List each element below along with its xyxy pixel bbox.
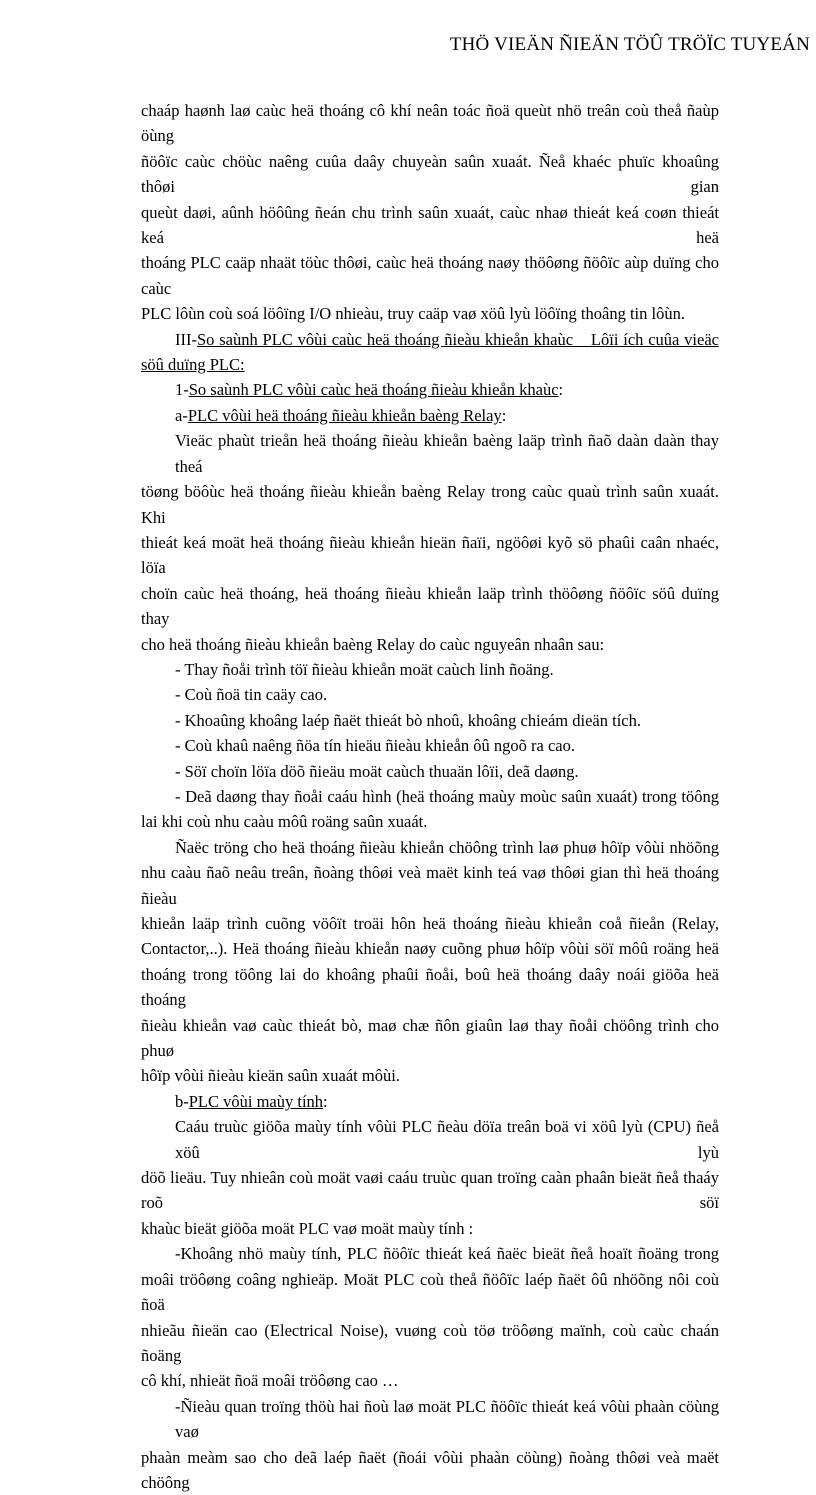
paragraph-hardware-software: [141, 1394, 719, 1495]
text-line: döõ lieäu. Tuy nhieân coù moät vaøi caáu truùc quan troïng caàn phaân bieät ñeå thaáy roõ söï: [141, 1168, 719, 1213]
text-line: Caáu truùc giöõa maùy tính vôùi PLC ñeàu döïa treân boä vi xöû lyù (CPU) ñeå xöû lyù: [175, 1117, 719, 1162]
list-item: - Coù ñoä tin caäy cao.: [175, 685, 328, 705]
text-line: Vieäc phaùt trieån heä thoáng ñieàu khieån baèng laäp trình ñaõ daàn daàn thay theá: [175, 431, 719, 476]
text-line: choïn caùc heä thoáng, heä thoáng ñieàu khieån laäp trình thöôøng ñöôïc söû duïng thay: [141, 583, 719, 629]
text-line: hôïp vôùi ñieàu kieän saûn xuaát môùi.: [141, 1066, 400, 1086]
paragraph-computer-comparison: [141, 1114, 719, 1241]
text-line: thoáng trong töông lai do khoâng phaûi ñoåi, boû heä thoáng daây noái giöõa heä thoáng: [141, 964, 719, 1010]
text-line: thoáng PLC caäp nhaät töùc thôøi, caùc heä thoáng naøy thöôøng ñöôïc aùp duïng cho caùc: [141, 253, 719, 298]
paragraph-advantages: [141, 835, 719, 1089]
page-header: THÖ VIEÄN ÑIEÄN TÖÛ TRÖÏC TUYEÁN: [449, 34, 810, 55]
section-3-heading: [141, 327, 719, 378]
text-line: ñöôïc caùc chöùc naêng cuûa daây chuyeàn saûn xuaát. Ñeå khaéc phuïc khoaûng thôøi gian: [141, 151, 719, 197]
text-line: ñieàu khieån vaø caùc thieát bò, maø chæ ñôn giaûn laø thay ñoåi chöông trình cho phuø: [141, 1015, 719, 1061]
paragraph-scan-cycle: [141, 98, 719, 327]
text-line: khaùc bieät giöõa moät PLC vaø moät maùy tính :: [141, 1218, 474, 1238]
heading-line: III-So saùnh PLC vôùi caùc heä thoáng ñieàu khieån khaùc _ Lôïi ích cuûa vieäc: [175, 329, 719, 349]
text-line: cô khí, nhieät ñoä moâi tröôøng cao …: [141, 1371, 399, 1391]
subsection-a-heading: a-PLC vôùi heä thoáng ñieàu khieån baèng Relay:: [175, 405, 507, 425]
text-line: Contactor,..). Heä thoáng ñieàu khieån naøy cuõng phuø hôïp vôùi söï môû roäng heä: [141, 939, 719, 959]
text-line: -Khoâng nhö maùy tính, PLC ñöôïc thieát keá ñaëc bieät ñeå hoaït ñoäng trong: [175, 1244, 719, 1264]
text-line: Ñaëc tröng cho heä thoáng ñieàu khieån chöông trình laø phuø hôïp vôùi nhöõng: [175, 837, 719, 857]
text-line: thieát keá moät heä thoáng ñieàu khieån hieän ñaïi, ngöôøi kyõ sö phaûi caân nhaéc, löïa: [141, 532, 719, 578]
text-line: moâi tröôøng coâng nghieäp. Moät PLC coù theå ñöôïc laép ñaët ôû nhöõng nôi coù ñoä: [141, 1269, 719, 1315]
text-line: khieån laäp trình cuõng vöôït troäi hôn heä thoáng ñieàu khieån coå ñieån (Relay,: [141, 914, 719, 933]
subsection-b-heading: b-PLC vôùi maùy tính:: [175, 1091, 328, 1111]
document-body: [141, 98, 719, 1495]
text-line: phaàn meàm sao cho deã laép ñaët (ñoái vôùi phaàn cöùng) ñoàng thôøi veà maët chöông: [141, 1447, 719, 1492]
section-3-title: So saùnh PLC vôùi caùc heä thoáng ñieàu khieån khaùc _ Lôïi ích cuûa vieäc: [196, 329, 719, 349]
list-item: - Coù khaû naêng ñöa tín hieäu ñieàu khieån ôû ngoõ ra cao.: [175, 736, 575, 756]
text-line: queùt daøi, aûnh höôûng ñeán chu trình saûn xuaát, caùc nhaø thieát keá coøn thieát keá heä: [141, 202, 719, 248]
list-item-cont: lai khi coù nhu caàu môû roäng saûn xuaát.: [141, 812, 428, 832]
text-line: nhu caàu ñaõ neâu treân, ñoàng thôøi veà maët kinh teá vaø thôøi gian thì heä thoáng ñieàu: [141, 863, 719, 908]
text-line: nhieãu ñieän cao (Electrical Noise), vuøng coù töø tröôøng maïnh, coù caùc chaán ñoäng: [141, 1320, 719, 1365]
heading-line: [141, 352, 719, 377]
list-item: - Thay ñoåi trình töï ñieàu khieån moät caùch linh ñoäng.: [175, 659, 554, 679]
paragraph-relay-comparison: [141, 428, 719, 657]
text-line: chaáp haønh laø caùc heä thoáng cô khí neân toác ñoä queùt nhö treân coù theå ñaùp öùng: [141, 101, 719, 146]
text-line: PLC lôùn coù soá löôïng I/O nhieàu, truy caäp vaø xöû lyù löôïng thoâng tin lôùn.: [141, 304, 685, 324]
reasons-list: [141, 657, 719, 835]
paragraph-industrial-env: [141, 1241, 719, 1393]
section-3-title-cont: söû duïng PLC:: [141, 355, 245, 375]
text-line: cho heä thoáng ñieàu khieån baèng Relay do caùc nguyeân nhaân sau:: [141, 634, 605, 654]
list-item: - Söï choïn löïa döõ ñieäu moät caùch thuaän lôïi, deã daøng.: [175, 761, 579, 781]
list-item: - Deã daøng thay ñoåi caáu hình (heä thoáng maùy moùc saûn xuaát) trong töông: [175, 786, 719, 806]
subsection-1-heading: 1-So saùnh PLC vôùi caùc heä thoáng ñieàu khieån khaùc:: [175, 380, 564, 400]
text-line: töøng böôùc heä thoáng ñieàu khieån baèng Relay trong caùc quaù trình saûn xuaát. Khi: [141, 482, 719, 527]
list-item: - Khoaûng khoâng laép ñaët thieát bò nhoû, khoâng chieám dieän tích.: [175, 710, 641, 730]
text-line: -Ñieàu quan troïng thöù hai ñoù laø moät PLC ñöôïc thieát keá vôùi phaàn cöùng vaø: [175, 1396, 719, 1442]
